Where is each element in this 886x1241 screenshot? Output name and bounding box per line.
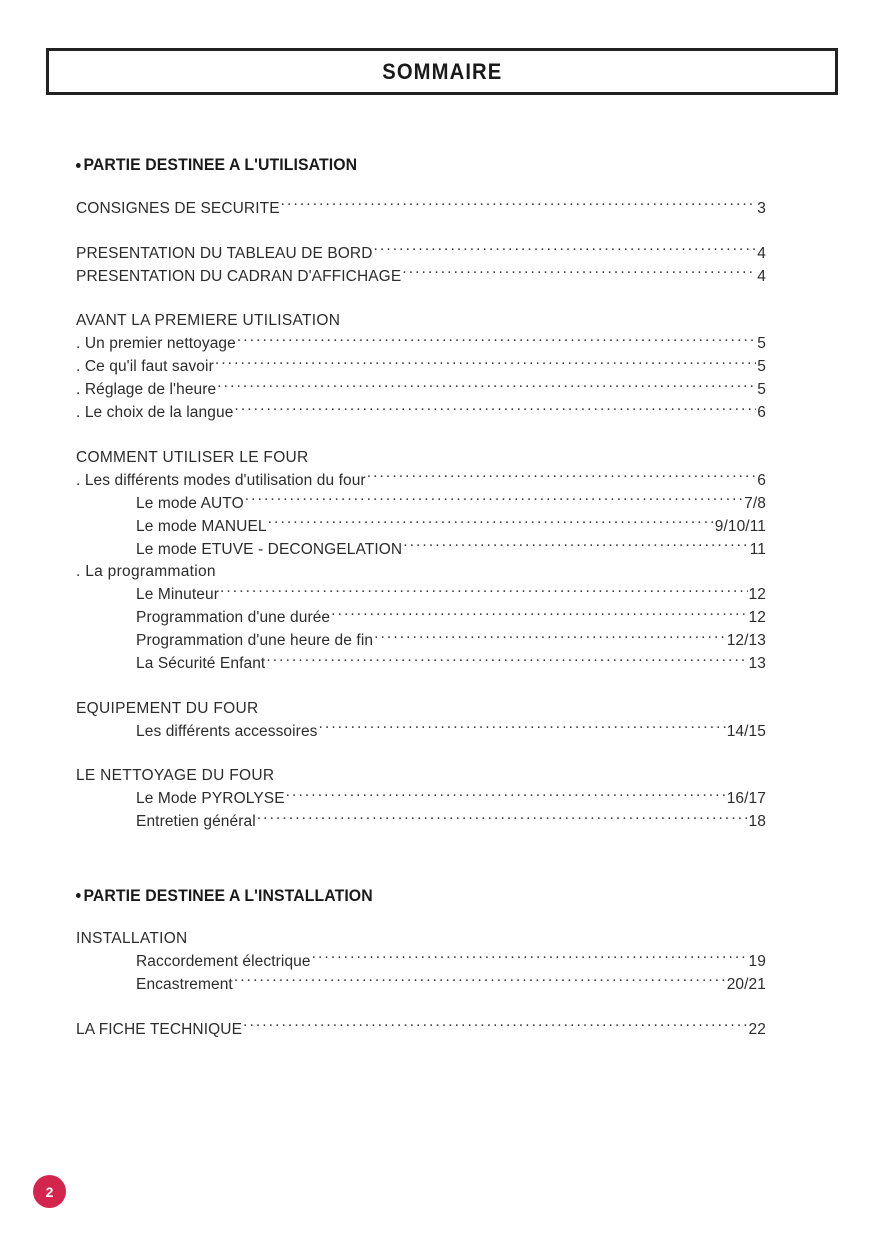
toc-entry[interactable] — [136, 492, 766, 515]
toc-entry-page-number: 4 — [757, 244, 766, 262]
dot-leader — [281, 197, 757, 213]
toc-entry[interactable] — [136, 607, 766, 630]
dot-leader — [367, 469, 757, 485]
document-title-box — [46, 48, 838, 95]
bullet-icon — [76, 893, 81, 898]
toc-entry-label: Le mode ETUVE - DECONGELATION — [136, 540, 403, 558]
toc-entry[interactable] — [76, 197, 766, 220]
toc-entry-label: Le Mode PYROLYSE — [136, 790, 285, 807]
dot-leader — [402, 265, 756, 281]
dot-leader — [403, 538, 749, 554]
toc-entry-label: La Sécurité Enfant — [136, 655, 266, 672]
toc-entry[interactable] — [136, 973, 766, 996]
dot-leader — [220, 584, 748, 600]
dot-leader — [286, 788, 726, 804]
group-spacer — [76, 743, 766, 765]
toc-entry-label: . Un premier nettoyage — [76, 335, 236, 352]
toc-entry[interactable] — [136, 584, 766, 607]
page-title: SOMMAIRE — [381, 58, 503, 84]
toc-entry-page-number: 6 — [757, 404, 766, 421]
section-spacer — [76, 834, 766, 864]
dot-leader — [331, 607, 747, 623]
dot-leader — [374, 630, 726, 646]
toc-entry-label: . Les différents modes d'utilisation du four — [76, 471, 366, 489]
toc-group-title: INSTALLATION — [76, 929, 188, 947]
toc-entry-label: Les différents accessoires — [136, 722, 318, 740]
toc-entry-page-number: 20/21 — [726, 975, 766, 993]
dot-leader — [268, 515, 714, 531]
toc-entry-page-number: 9/10/11 — [714, 517, 766, 535]
toc-entry-label: . Réglage de l'heure — [76, 381, 217, 398]
section-heading-label: PARTIE DESTINEE A L'UTILISATION — [83, 155, 358, 174]
group-spacer — [76, 676, 766, 698]
toc-entry[interactable] — [136, 653, 766, 676]
table-of-contents — [76, 155, 766, 1041]
section-spacer — [76, 864, 766, 886]
toc-entry[interactable]: . La programmation — [76, 563, 216, 580]
section-heading — [76, 155, 718, 175]
toc-entry[interactable] — [76, 1018, 766, 1041]
heading-spacer — [76, 175, 766, 197]
toc-entry-label: Entretien général — [136, 813, 256, 830]
toc-entry-page-number: 12 — [748, 609, 766, 626]
toc-entry-page-number: 11 — [749, 540, 766, 558]
toc-group-title: EQUIPEMENT DU FOUR — [76, 699, 259, 717]
toc-entry-page-number: 5 — [757, 358, 766, 375]
dot-leader — [257, 811, 748, 827]
toc-entry[interactable] — [76, 356, 766, 379]
toc-entry[interactable] — [76, 469, 766, 492]
toc-entry-label: Le Minuteur — [136, 586, 219, 603]
toc-group-title: LE NETTOYAGE DU FOUR — [76, 767, 275, 784]
toc-entry-page-number: 19 — [748, 952, 766, 970]
toc-entry-page-number: 14/15 — [726, 722, 766, 740]
toc-entry[interactable] — [76, 333, 766, 356]
toc-entry[interactable] — [136, 950, 766, 973]
toc-entry-label: . Ce qu'il faut savoir — [76, 358, 214, 375]
bullet-icon — [76, 163, 81, 168]
toc-entry-label: Le mode AUTO — [136, 494, 244, 512]
toc-entry-page-number: 12 — [748, 586, 766, 603]
toc-entry[interactable] — [76, 265, 766, 288]
toc-entry-label: . Le choix de la langue — [76, 404, 234, 421]
toc-entry-page-number: 13 — [748, 655, 766, 672]
dot-leader — [243, 1018, 748, 1034]
toc-entry-page-number: 5 — [757, 381, 766, 398]
toc-entry-label: Encastrement — [136, 975, 233, 993]
dot-leader — [312, 950, 748, 966]
toc-entry[interactable] — [136, 720, 766, 743]
toc-entry-page-number: 4 — [757, 267, 766, 285]
dot-leader — [234, 402, 756, 418]
toc-entry-page-number: 12/13 — [726, 632, 766, 649]
page-number-badge — [33, 1175, 66, 1208]
section-heading-label: PARTIE DESTINEE A L'INSTALLATION — [83, 885, 373, 905]
toc-entry-label: Raccordement électrique — [136, 952, 311, 970]
toc-entry-page-number: 22 — [748, 1020, 766, 1038]
dot-leader — [215, 356, 756, 372]
toc-entry[interactable] — [136, 788, 766, 811]
toc-entry-page-number: 7/8 — [744, 494, 766, 512]
group-spacer — [76, 996, 766, 1018]
toc-entry-label: Le mode MANUEL — [136, 517, 267, 535]
toc-entry[interactable] — [136, 630, 766, 653]
toc-entry-page-number: 6 — [757, 471, 766, 489]
toc-entry-label: PRESENTATION DU CADRAN D'AFFICHAGE — [76, 267, 402, 285]
dot-leader — [217, 379, 756, 395]
group-spacer — [76, 425, 766, 447]
dot-leader — [266, 653, 747, 669]
toc-group-title: AVANT LA PREMIERE UTILISATION — [76, 312, 341, 329]
toc-entry[interactable] — [76, 379, 766, 402]
heading-spacer — [76, 906, 766, 928]
toc-entry-label: LA FICHE TECHNIQUE — [76, 1020, 243, 1038]
dot-leader — [237, 333, 756, 349]
dot-leader — [374, 242, 757, 258]
dot-leader — [234, 973, 726, 989]
group-spacer — [76, 288, 766, 310]
toc-entry-page-number: 18 — [748, 813, 766, 830]
toc-entry[interactable] — [136, 811, 766, 834]
toc-entry-page-number: 5 — [757, 335, 766, 352]
dot-leader — [245, 492, 743, 508]
toc-entry-page-number: 16/17 — [726, 790, 766, 807]
toc-entry-label: CONSIGNES DE SECURITE — [76, 199, 280, 217]
toc-entry-label: Programmation d'une durée — [136, 609, 331, 626]
dot-leader — [319, 720, 726, 736]
page-number-text: 2 — [45, 1183, 54, 1200]
toc-entry-page-number: 3 — [757, 199, 766, 217]
section-heading — [76, 886, 718, 906]
toc-entry[interactable] — [136, 515, 766, 538]
toc-entry[interactable] — [136, 538, 766, 561]
toc-group-title: COMMENT UTILISER LE FOUR — [76, 448, 309, 466]
toc-entry-label: Programmation d'une heure de fin — [136, 632, 374, 649]
group-spacer — [76, 220, 766, 242]
toc-entry[interactable] — [76, 242, 766, 265]
toc-entry[interactable] — [76, 402, 766, 425]
toc-entry-label: PRESENTATION DU TABLEAU DE BORD — [76, 244, 373, 262]
